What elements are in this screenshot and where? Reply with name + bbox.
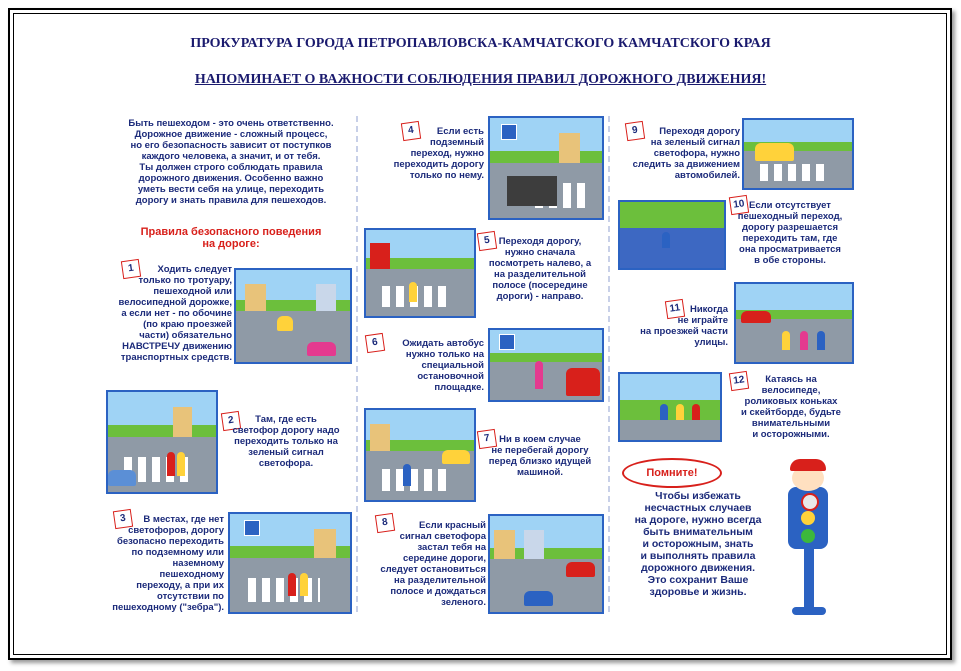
rule-3-illustration <box>228 512 352 614</box>
rule-number-badge: 4 <box>401 121 421 141</box>
rule-8-illustration <box>488 514 604 614</box>
remember-bubble: Помните! <box>622 458 722 488</box>
rule-number-badge: 5 <box>477 231 497 251</box>
rule-number-badge: 10 <box>729 195 749 215</box>
column-divider <box>608 116 610 614</box>
rule-7-illustration <box>364 408 476 502</box>
rule-12-text: Катаясь на велосипеде, роликовых коньках и скейтборде, будьте внимательными и осторожными. <box>741 374 841 440</box>
rule-5-text: Переходя дорогу, нужно сначала посмотреть налево, а на разделительной полосе (посередине дороги) - направо. <box>488 236 592 302</box>
rule-number-badge: 3 <box>113 509 133 529</box>
rule-1-text: Ходить следует только по тротуару, пешеходной или велосипедной дорожке, а если нет - по обочине (по краю проезжей части) обязательно НАВСТРЕЧУ движению транспортных средств. <box>118 264 232 363</box>
traffic-light-mascot <box>780 465 836 615</box>
rule-11-illustration <box>734 282 854 364</box>
rule-5-illustration <box>364 228 476 318</box>
rule-6-illustration <box>488 328 604 402</box>
rule-8-text: Если красный сигнал светофора застал тебя на середине дороги, следует остановиться на разделительной полосе и дождаться зеленого. <box>380 520 486 608</box>
rule-4-illustration <box>488 116 604 220</box>
rule-2-text: Там, где есть светофор дорогу надо переходить только на зеленый сигнал светофора. <box>232 414 340 469</box>
rule-number-badge: 9 <box>625 121 645 141</box>
rule-number-badge: 7 <box>477 429 497 449</box>
rule-1-illustration <box>234 268 352 364</box>
column-divider <box>356 116 358 614</box>
intro-text: Быть пешеходом - это очень ответственно. Дорожное движение - сложный процесс, но его безопасность зависит от поступков каждого человека, а значит, и от тебя. Ты должен строго соблюдать правила дорожного движения. Особенно важно уметь вести себя на улице, переходить дорогу и знать правила для пешеходов. <box>128 118 334 206</box>
rule-number-badge: 8 <box>375 513 395 533</box>
remember-text: Чтобы избежать несчастных случаев на дороге, нужно всегда быть внимательным и осторожным, знать и выполнять правила дорожного движения. Это сохранит Ваше здоровье и жизнь. <box>634 490 762 598</box>
rule-12-illustration <box>618 372 722 442</box>
rule-9-illustration <box>742 118 854 190</box>
rule-10-text: Если отсутствует пешеходный переход, дорогу разрешается переходить там, где она просматривается в обе стороны. <box>737 200 843 266</box>
rule-6-text: Ожидать автобус нужно только на специальной остановочной площадке. <box>402 338 484 393</box>
rule-number-badge: 12 <box>729 371 749 391</box>
rule-11-text: Никогда не играйте на проезжей части улицы. <box>640 304 728 348</box>
rule-number-badge: 2 <box>221 411 241 431</box>
rule-number-badge: 6 <box>365 333 385 353</box>
rule-4-text: Если есть подземный переход, нужно переходить дорогу только по нему. <box>393 126 484 181</box>
rule-10-illustration <box>618 200 726 270</box>
rule-7-text: Ни в коем случае не перебегай дорогу перед близко идущей машиной. <box>488 434 592 478</box>
rule-9-text: Переходя дорогу на зеленый сигнал светофора, нужно следить за движением автомобилей. <box>632 126 740 181</box>
rule-3-text: В местах, где нет светофоров, дорогу безопасно переходить по подземному или наземному пешеходному переходу, а при их отсутствии по пешеходному ("зебра"). <box>112 514 224 613</box>
rule-number-badge: 1 <box>121 259 141 279</box>
rules-heading: Правила безопасного поведения на дороге: <box>140 226 322 250</box>
traffic-rules-poster <box>100 110 858 620</box>
header-line-1: ПРОКУРАТУРА ГОРОДА ПЕТРОПАВЛОВСКА-КАМЧАТСКОГО КАМЧАТСКОГО КРАЯ <box>190 36 771 51</box>
rule-2-illustration <box>106 390 218 494</box>
header-line-2: НАПОМИНАЕТ О ВАЖНОСТИ СОБЛЮДЕНИЯ ПРАВИЛ ДОРОЖНОГО ДВИЖЕНИЯ! <box>194 72 767 87</box>
rule-number-badge: 11 <box>665 299 685 319</box>
